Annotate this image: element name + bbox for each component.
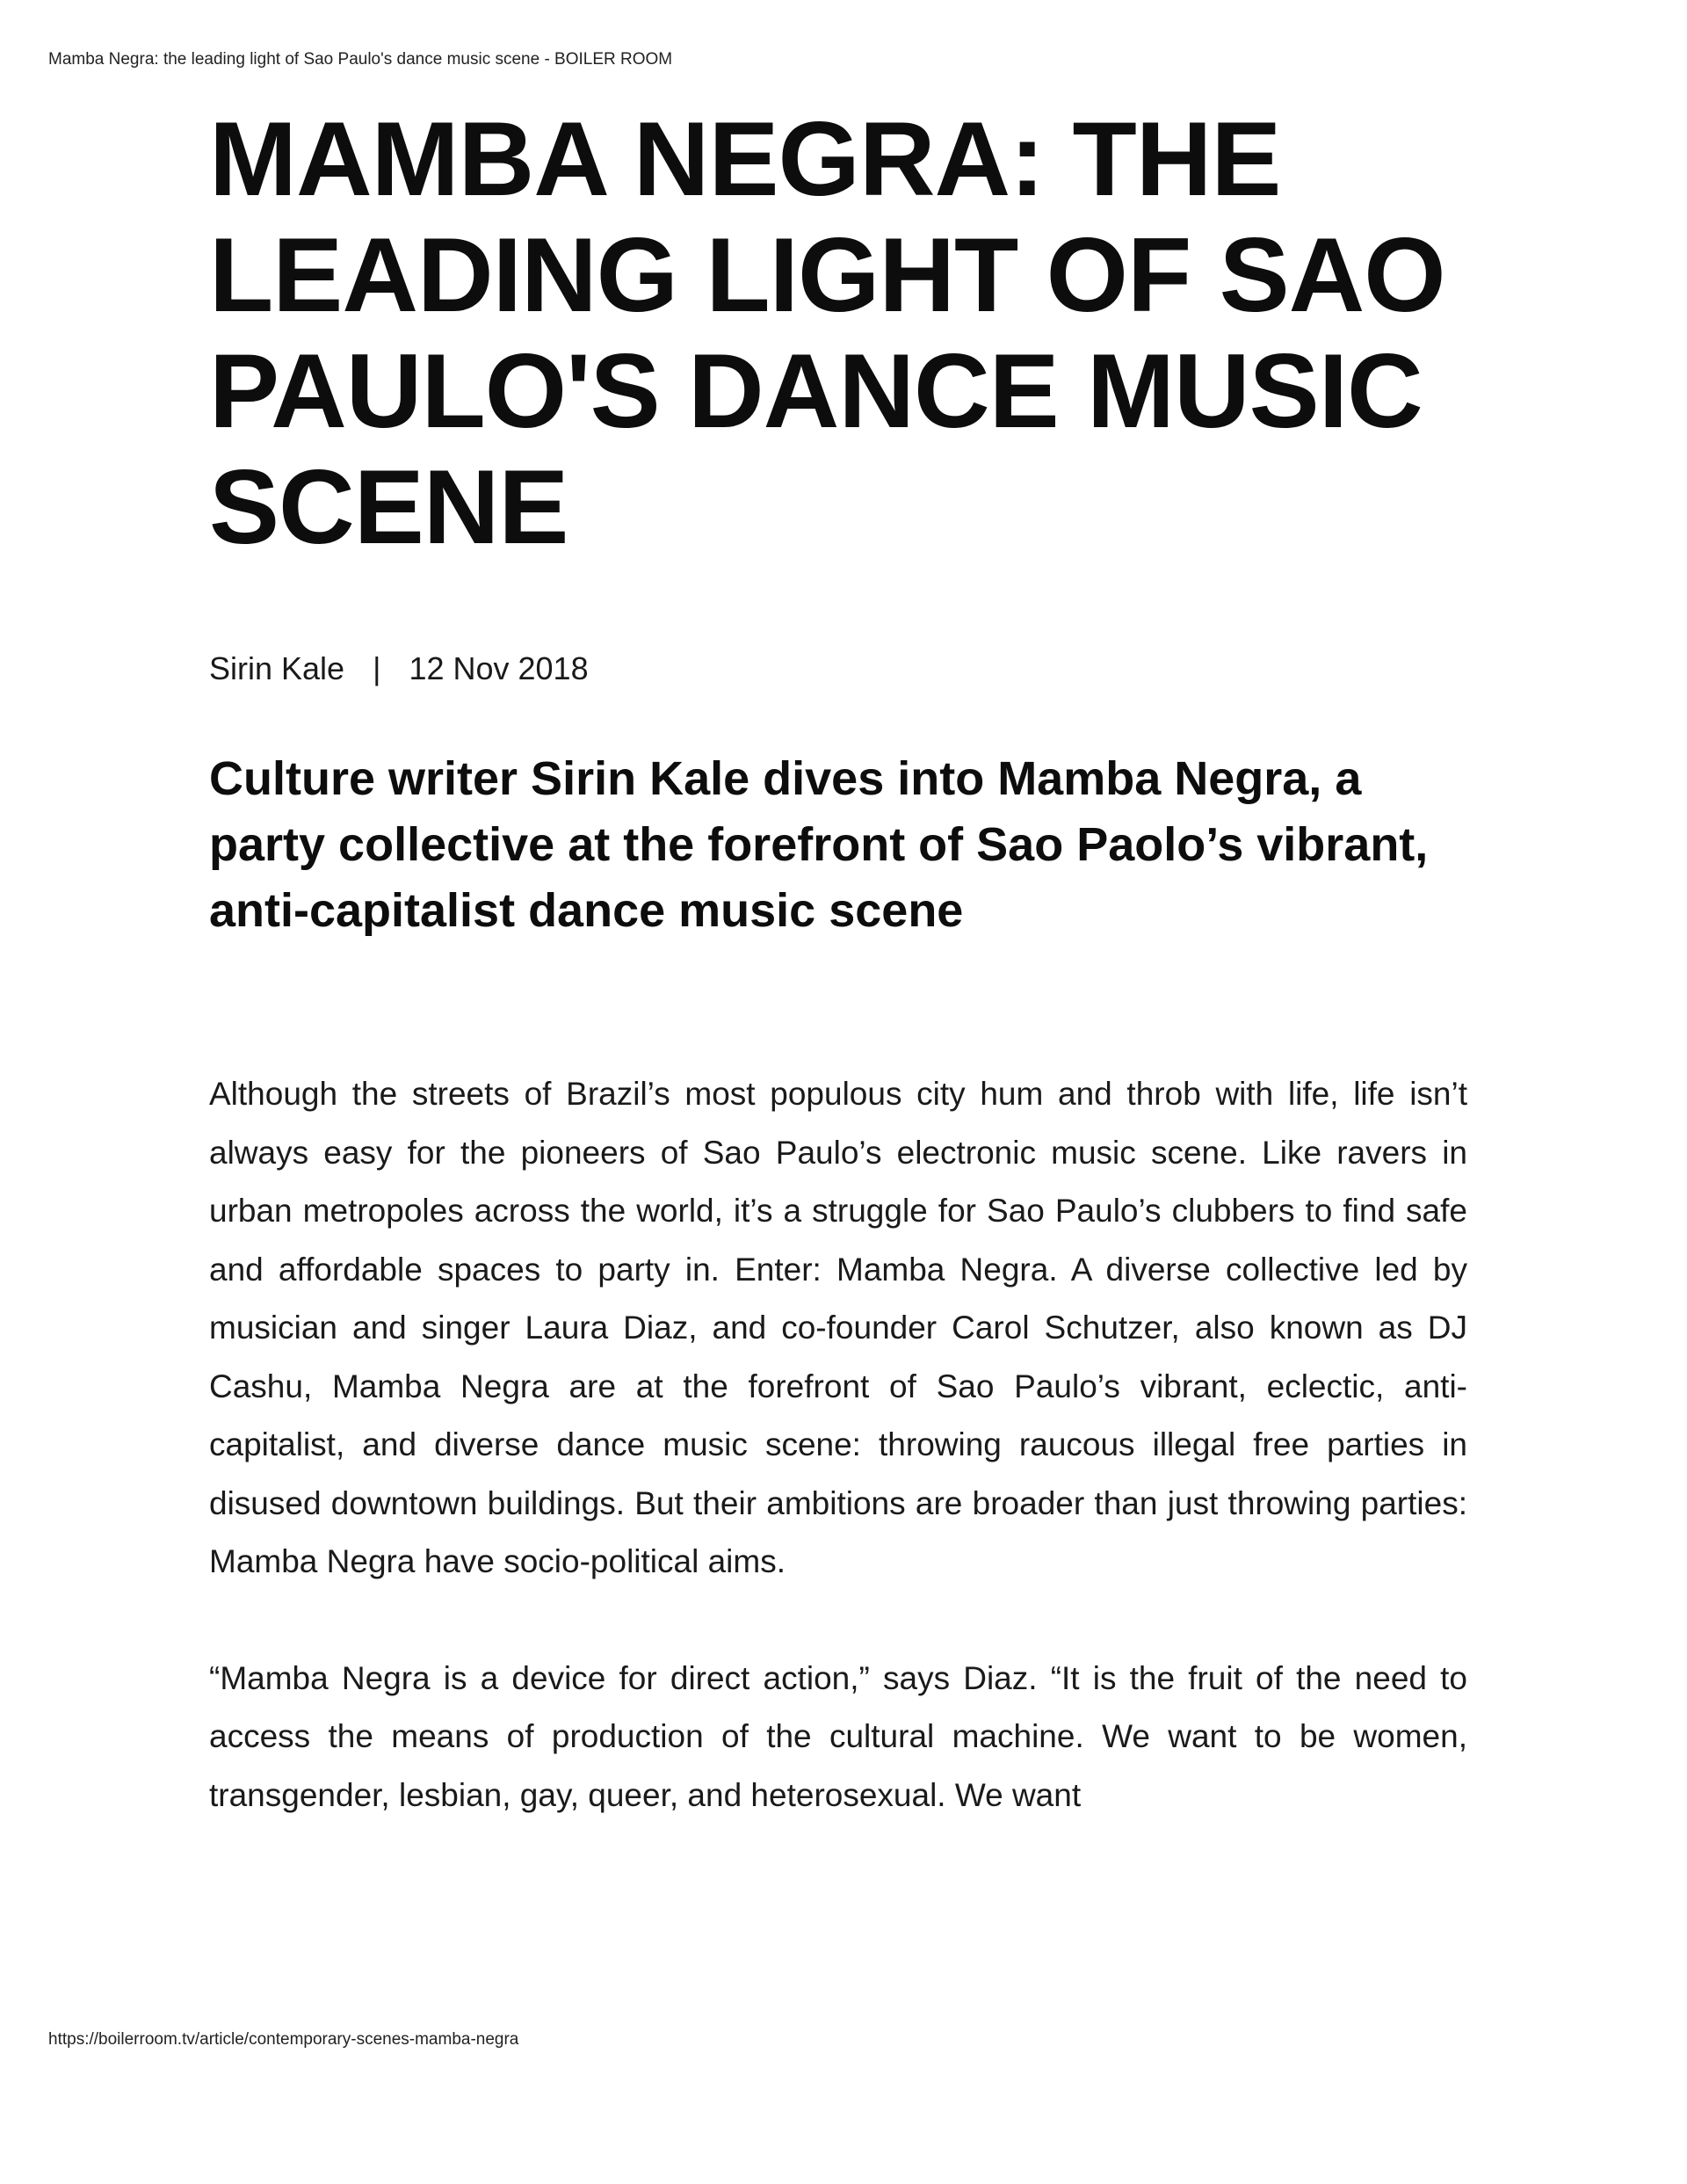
body-paragraph: Although the streets of Brazil’s most populous city hum and throb with life, life isn’t always easy for the pioneers of Sao Paulo’s electronic music scene. Like ravers in urban metropoles across the world, it’s a struggle for Sao Paulo’s clubbers to find safe and affordable spaces to party in. Enter: Mamba Negra. A diverse collective led by musician and singer Laura Diaz, and co-founder Carol Schutzer, also known as DJ Cashu, Mamba Negra are at the forefront of Sao Paulo’s vibrant, eclectic, anti-capitalist, and diverse dance music scene: throwing raucous illegal free parties in disused downtown buildings. But their ambitions are broader than just throwing parties: Mamba Negra have socio-political aims.: [209, 1076, 1467, 1579]
author-name: Sirin Kale: [209, 650, 345, 686]
page-footer-url: https://boilerroom.tv/article/contemporary-scenes-mamba-negra: [48, 2030, 519, 2049]
body-paragraph: “Mamba Negra is a device for direct action,” says Diaz. “It is the fruit of the need to access the means of production of the cultural machine. We want to be women, transgender, lesbian, gay, queer, and heterosexual. We want: [209, 1659, 1467, 1813]
byline-separator: |: [373, 650, 381, 686]
page-header: Mamba Negra: the leading light of Sao Paulo's dance music scene - BOILER ROOM: [48, 50, 673, 69]
article-title: MAMBA NEGRA: THE LEADING LIGHT OF SAO PAULO'S DANCE MUSIC SCENE: [209, 100, 1445, 566]
publish-date: 12 Nov 2018: [409, 650, 589, 686]
standfirst: Culture writer Sirin Kale dives into Mamba Negra, a party collective at the forefront of Sao Paolo’s vibrant, anti-capitalist dance music scene: [209, 752, 1429, 937]
article: [209, 101, 1467, 1883]
article-body: [209, 1065, 1467, 1825]
byline: [209, 649, 1467, 688]
